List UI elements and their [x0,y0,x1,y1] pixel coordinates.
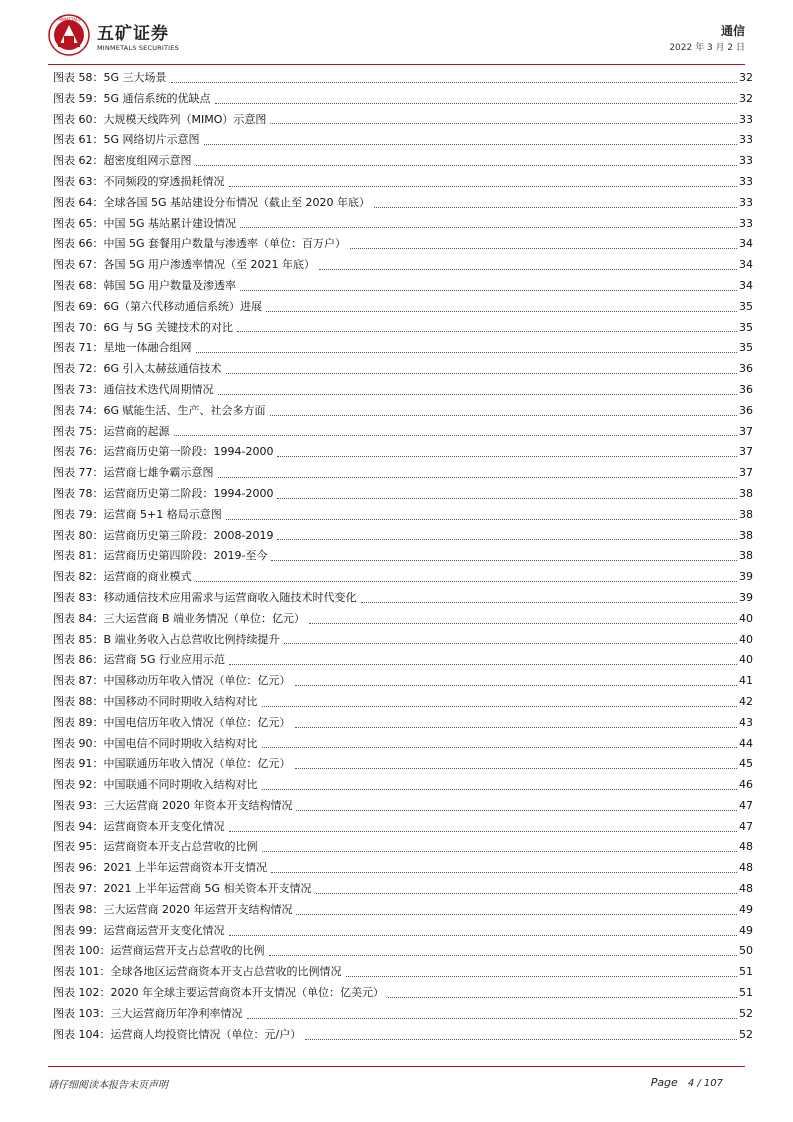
dot-leader [316,893,738,894]
dot-leader [262,851,738,852]
dot-leader [196,352,738,353]
toc-entry-page: 52 [739,1006,753,1020]
toc-entry-page: 51 [739,986,753,1000]
toc-entry-label: 图表 73：通信技术迭代周期情况 [53,382,214,396]
dot-leader [350,248,737,249]
toc-entry-label: 图表 83：移动通信技术应用需求与运营商收入随技术时代变化 [53,590,357,604]
toc-entry[interactable] [53,380,753,401]
toc-entry-page: 35 [739,320,753,334]
company-name: 五矿证券 [97,24,169,44]
toc-entry[interactable] [53,671,753,692]
toc-entry-label: 图表 103：三大运营商历年净利率情况 [53,1006,243,1020]
dot-leader [270,415,737,416]
toc-entry-label: 图表 72：6G 引入太赫兹通信技术 [53,362,222,376]
toc-entry-page: 37 [739,466,753,480]
toc-entry-label: 图表 75：运营商的起源 [53,424,170,438]
toc-entry-label: 图表 69：6G（第六代移动通信系统）进展 [53,299,263,313]
toc-entry-page: 34 [739,278,753,292]
toc-entry-label: 图表 80：运营商历史第三阶段：2008-2019 [53,528,274,542]
toc-entry[interactable] [53,110,753,131]
toc-entry-page: 37 [739,424,753,438]
toc-entry[interactable] [53,900,753,921]
dot-leader [295,727,738,728]
toc-entry[interactable] [53,754,753,775]
toc-entry-page: 40 [739,611,753,625]
toc-entry-page: 52 [739,1027,753,1041]
dot-leader [174,435,738,436]
toc-entry-page: 39 [739,590,753,604]
toc-entry-label: 图表 74：6G 赋能生活、生产、社会多方面 [53,403,266,417]
dot-leader [204,144,737,145]
toc-entry-label: 图表 93：三大运营商 2020 年资本开支结构情况 [53,798,293,812]
toc-entry-page: 33 [739,174,753,188]
toc-entry-page: 36 [739,403,753,417]
toc-entry[interactable] [53,692,753,713]
toc-entry-page: 47 [739,798,753,812]
dot-leader [226,519,737,520]
toc-entry-label: 图表 77：运营商七雄争霸示意图 [53,466,214,480]
dot-leader [295,768,738,769]
toc-entry-page: 38 [739,486,753,500]
toc-entry-label: 图表 96：2021 上半年运营商资本开支情况 [53,861,267,875]
toc-entry-page: 33 [739,216,753,230]
dot-leader [319,269,737,270]
toc-entry-page: 33 [739,154,753,168]
toc-entry-label: 图表 60：大规模天线阵列（MIMO）示意图 [53,112,267,126]
toc-entry-label: 图表 76：运营商历史第一阶段：1994-2000 [53,445,274,459]
dot-leader [284,643,737,644]
dot-leader [388,997,737,998]
toc-entry[interactable] [53,505,753,526]
toc-entry-page: 32 [739,91,753,105]
toc-entry-page: 49 [739,923,753,937]
disclaimer-note: 请仔细阅读本报告末页声明 [48,1080,168,1091]
dot-leader [196,581,738,582]
toc-entry-page: 48 [739,840,753,854]
toc-entry-label: 图表 68：韩国 5G 用户数量及渗透率 [53,278,237,292]
toc-entry-page: 40 [739,632,753,646]
toc-entry[interactable] [53,609,753,630]
toc-entry-page: 35 [739,341,753,355]
dot-leader [196,165,738,166]
toc-entry[interactable] [53,401,753,422]
toc-entry-label: 图表 102：2020 年全球主要运营商资本开支情况（单位：亿美元） [53,986,384,1000]
toc-entry[interactable] [53,89,753,110]
toc-entry-page: 34 [739,237,753,251]
toc-entry[interactable] [53,526,753,547]
company-name-en: MINMETALS SECURITIES [97,44,179,52]
toc-entry-page: 44 [739,736,753,750]
toc-entry[interactable] [53,630,753,651]
toc-entry-label: 图表 104：运营商人均投资比情况（单位：元/户） [53,1027,302,1041]
toc-entry[interactable] [53,276,753,297]
toc-entry-label: 图表 79：运营商 5+1 格局示意图 [53,507,222,521]
logo-ring-text: MINMETALS [57,17,81,22]
industry-label: 通信 [720,24,745,38]
toc-entry-label: 图表 64：全球各国 5G 基站建设分布情况（截止至 2020 年底） [53,195,370,209]
toc-entry[interactable] [53,463,753,484]
toc-entry[interactable] [53,359,753,380]
footer-divider [48,1066,745,1067]
toc-entry-label: 图表 78：运营商历史第二阶段：1994-2000 [53,486,274,500]
toc-entry-page: 47 [739,819,753,833]
toc-entry[interactable] [53,713,753,734]
toc-entry-page: 32 [739,71,753,84]
toc-entry[interactable] [53,172,753,193]
dot-leader [262,789,738,790]
toc-entry[interactable] [53,817,753,838]
toc-entry-label: 图表 101：全球各地区运营商资本开支占总营收的比例情况 [53,965,342,979]
toc-entry-page: 35 [739,299,753,313]
toc-entry-label: 图表 65：中国 5G 基站累计建设情况 [53,216,237,230]
toc-entry-page: 33 [739,112,753,126]
dot-leader [305,1039,737,1040]
dot-leader [218,477,738,478]
dot-leader [266,311,737,312]
toc-entry[interactable] [53,318,753,339]
dot-leader [271,872,737,873]
dot-leader [229,186,738,187]
toc-entry-label: 图表 82：运营商的商业模式 [53,570,192,584]
dot-leader [296,914,737,915]
toc-entry[interactable] [53,297,753,318]
dot-leader [271,560,737,561]
dot-leader [295,685,738,686]
toc-entry-label: 图表 59：5G 通信系统的优缺点 [53,91,211,105]
toc-entry[interactable] [53,1025,753,1046]
toc-entry[interactable] [53,567,753,588]
toc-entry-page: 36 [739,362,753,376]
toc-entry[interactable] [53,837,753,858]
toc-entry-page: 39 [739,570,753,584]
page-number: 4 / 107 [687,1078,723,1089]
dot-leader [218,394,738,395]
toc-entry[interactable] [53,775,753,796]
toc-entry-page: 38 [739,507,753,521]
dot-leader [277,539,737,540]
toc-entry-page: 48 [739,861,753,875]
dot-leader [296,810,737,811]
dot-leader [215,103,737,104]
dot-leader [240,290,737,291]
dot-leader [277,498,737,499]
toc-entry-page: 38 [739,549,753,563]
toc-entry-page: 42 [739,694,753,708]
toc-entry-label: 图表 63：不同频段的穿透损耗情况 [53,174,225,188]
toc-entry[interactable] [53,130,753,151]
toc-entry[interactable] [53,650,753,671]
dot-leader [270,123,737,124]
page-header [0,0,793,64]
toc-entry-label: 图表 58：5G 三大场景 [53,71,167,84]
toc-entry[interactable] [53,941,753,962]
toc-entry-page: 40 [739,653,753,667]
toc-entry[interactable] [53,442,753,463]
toc-entry-page: 33 [739,133,753,147]
toc-entry-label: 图表 92：中国联通不同时期收入结构对比 [53,778,258,792]
toc-entry-label: 图表 88：中国移动不同时期收入结构对比 [53,694,258,708]
dot-leader [262,747,738,748]
toc-entry-label: 图表 85：B 端业务收入占总营收比例持续提升 [53,632,280,646]
toc-entry-page: 36 [739,382,753,396]
dot-leader [309,623,737,624]
toc-entry[interactable] [53,214,753,235]
dot-leader [361,602,738,603]
toc-entry[interactable] [53,234,753,255]
toc-entry[interactable] [53,151,753,172]
toc-entry-page: 38 [739,528,753,542]
toc-entry-label: 图表 67：各国 5G 用户渗透率情况（至 2021 年底） [53,258,315,272]
toc-entry-page: 37 [739,445,753,459]
toc-entry-label: 图表 89：中国电信历年收入情况（单位：亿元） [53,715,291,729]
page-indicator [651,1076,723,1089]
toc-entry[interactable] [53,255,753,276]
report-date: 2022 年 3 月 2 日 [669,43,745,53]
toc-entry-label: 图表 70：6G 与 5G 关键技术的对比 [53,320,234,334]
toc-entry-label: 图表 87：中国移动历年收入情况（单位：亿元） [53,674,291,688]
toc-entry[interactable] [53,338,753,359]
toc-entry-page: 48 [739,882,753,896]
dot-leader [269,955,738,956]
toc-entry[interactable] [53,983,753,1004]
toc-entry-label: 图表 81：运营商历史第四阶段：2019-至今 [53,549,268,563]
minmetals-logo-icon [48,14,90,56]
dot-leader [240,227,737,228]
toc-entry-page: 34 [739,258,753,272]
toc-entry[interactable] [53,734,753,755]
toc-entry[interactable] [53,921,753,942]
toc-entry[interactable] [53,68,753,89]
toc-entry-label: 图表 99：运营商运营开支变化情况 [53,923,225,937]
toc-entry-label: 图表 95：运营商资本开支占总营收的比例 [53,840,258,854]
toc-entry[interactable] [53,484,753,505]
toc-entry-page: 51 [739,965,753,979]
toc-entry-label: 图表 86：运营商 5G 行业应用示范 [53,653,226,667]
toc-entry-page: 33 [739,195,753,209]
toc-entry[interactable] [53,1004,753,1025]
toc-entry[interactable] [53,879,753,900]
toc-entry-label: 图表 98：三大运营商 2020 年运营开支结构情况 [53,902,293,916]
dot-leader [346,976,738,977]
toc-entry-label: 图表 71：星地一体融合组网 [53,341,192,355]
toc-entry[interactable] [53,796,753,817]
dot-leader [229,664,737,665]
toc-entry-label: 图表 66：中国 5G 套餐用户数量与渗透率（单位：百万户） [53,237,347,251]
dot-leader [277,456,737,457]
toc-entry[interactable] [53,962,753,983]
toc-entry-label: 图表 62：超密度组网示意图 [53,154,192,168]
toc-entry-label: 图表 90：中国电信不同时期收入结构对比 [53,736,258,750]
dot-leader [229,831,738,832]
toc-entry-label: 图表 84：三大运营商 B 端业务情况（单位：亿元） [53,611,306,625]
header-divider [48,64,745,65]
toc-entry[interactable] [53,546,753,567]
dot-leader [237,331,737,332]
toc-entry-label: 图表 97：2021 上半年运营商 5G 相关资本开支情况 [53,882,312,896]
dot-leader [374,207,737,208]
dot-leader [229,935,738,936]
page-word: Page [650,1076,678,1089]
toc-entry[interactable] [53,193,753,214]
dot-leader [247,1018,738,1019]
toc-entry-page: 50 [739,944,753,958]
toc-entry-page: 41 [739,674,753,688]
toc-entry-label: 图表 91：中国联通历年收入情况（单位：亿元） [53,757,291,771]
toc-entry-page: 43 [739,715,753,729]
figure-index-list [53,68,753,1045]
toc-entry[interactable] [53,588,753,609]
toc-entry[interactable] [53,858,753,879]
toc-entry-label: 图表 61：5G 网络切片示意图 [53,133,200,147]
toc-entry-page: 49 [739,902,753,916]
toc-entry-page: 45 [739,757,753,771]
toc-entry-label: 图表 100：运营商运营开支占总营收的比例 [53,944,265,958]
toc-entry-page: 46 [739,778,753,792]
toc-entry[interactable] [53,422,753,443]
toc-entry-label: 图表 94：运营商资本开支变化情况 [53,819,225,833]
dot-leader [226,373,737,374]
dot-leader [171,82,737,83]
dot-leader [262,706,738,707]
